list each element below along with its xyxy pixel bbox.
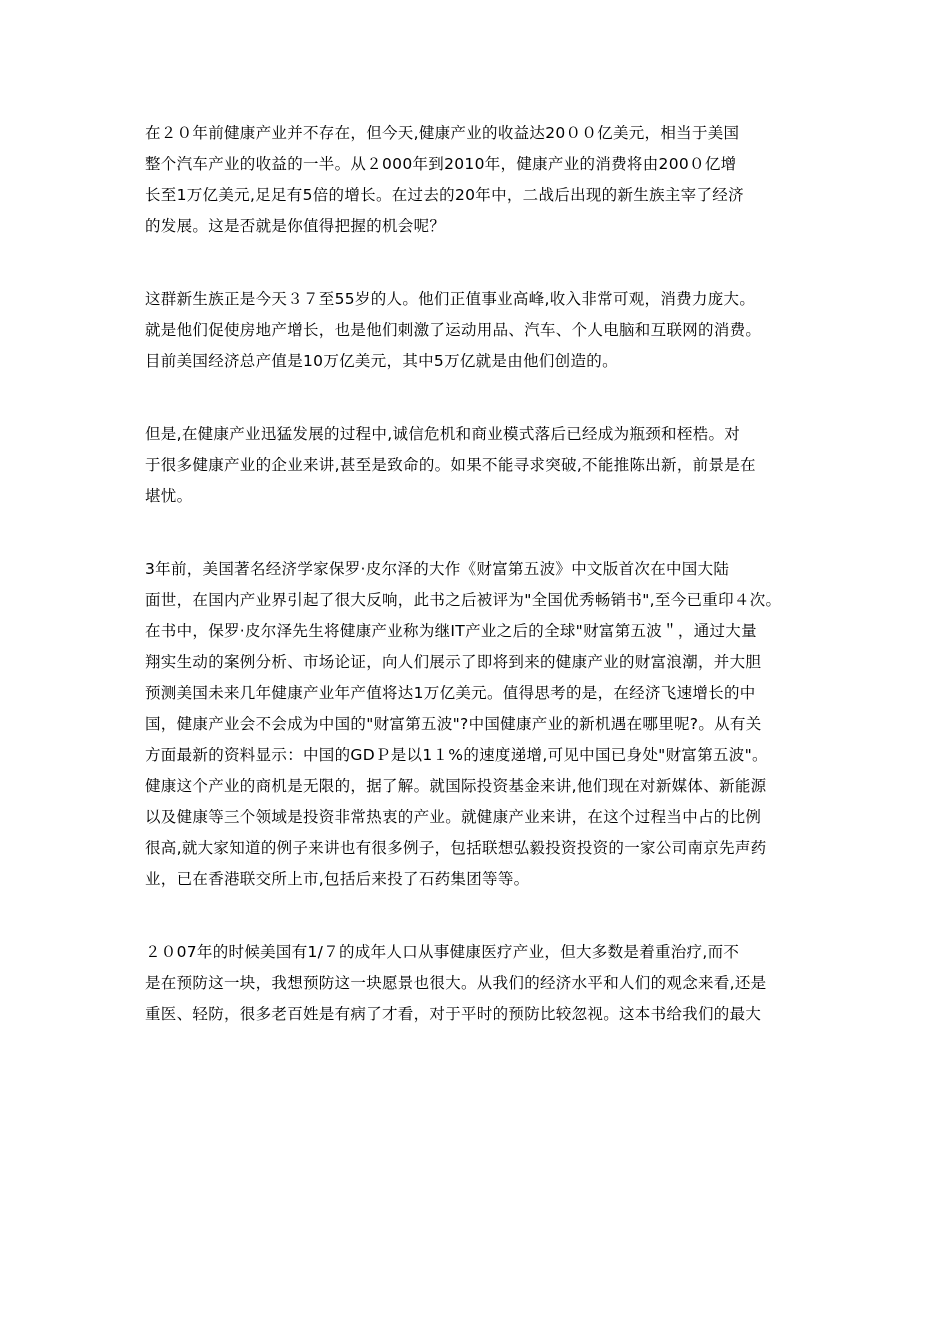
paragraph (145, 419, 810, 512)
text-line: 是在预防这一块，我想预防这一块愿景也很大。从我们的经济水平和人们的观念来看,还是 (145, 974, 767, 992)
text-line: 这群新生族正是今天３７至55岁的人。他们正值事业高峰,收入非常可观，消费力庞大。 (145, 290, 756, 308)
text-line: 整个汽车产业的收益的一半。从２000年到2010年，健康产业的消费将由200０亿增 (145, 155, 737, 173)
text-line: 但是,在健康产业迅猛发展的过程中,诚信危机和商业模式落后已经成为瓶颈和桎梏。对 (145, 425, 741, 443)
text-line: 以及健康等三个领域是投资非常热衷的产业。就健康产业来讲，在这个过程当中占的比例 (145, 808, 762, 826)
text-line: 方面最新的资料显示：中国的GDＰ是以1１%的速度递增,可见中国已身处"财富第五波"。 (145, 746, 768, 764)
text-line: 在２０年前健康产业并不存在，但今天,健康产业的收益达20００亿美元，相当于美国 (145, 124, 740, 142)
text-line: 的发展。这是否就是你值得把握的机会呢？ (145, 217, 446, 235)
text-line: 国，健康产业会不会成为中国的"财富第五波"?中国健康产业的新机遇在哪里呢?。从有关 (145, 715, 762, 733)
text-line: 就是他们促使房地产增长，也是他们刺激了运动用品、汽车、个人电脑和互联网的消费。 (145, 321, 762, 339)
text-line: 业，已在香港联交所上市,包括后来投了石药集团等等。 (145, 870, 530, 888)
text-line: 翔实生动的案例分析、市场论证，向人们展示了即将到来的健康产业的财富浪潮，并大胆 (145, 653, 762, 671)
text-line: 很高,就大家知道的例子来讲也有很多例子，包括联想弘毅投资投资的一家公司南京先声药 (145, 839, 767, 857)
text-line: 长至1万亿美元,足足有5倍的增长。在过去的20年中，二战后出现的新生族主宰了经济 (145, 186, 744, 204)
text-line: 3年前，美国著名经济学家保罗·皮尔泽的大作《财富第五波》中文版首次在中国大陆 (145, 560, 730, 578)
text-line: 面世，在国内产业界引起了很大反响，此书之后被评为"全国优秀畅销书",至今已重印４次。 (145, 591, 782, 609)
paragraph (145, 937, 810, 1030)
document-body (145, 118, 810, 1072)
text-line: 堪忧。 (145, 487, 193, 505)
text-line: ２０07年的时候美国有1/７的成年人口从事健康医疗产业，但大多数是着重治疗,而不 (145, 943, 740, 961)
text-line: 于很多健康产业的企业来讲,甚至是致命的。如果不能寻求突破,不能推陈出新，前景是在 (145, 456, 756, 474)
text-line: 重医、轻防，很多老百姓是有病了才看，对于平时的预防比较忽视。这本书给我们的最大 (145, 1005, 762, 1023)
text-line: 目前美国经济总产值是10万亿美元，其中5万亿就是由他们创造的。 (145, 352, 618, 370)
paragraph (145, 284, 810, 377)
paragraph (145, 554, 810, 895)
text-line: 在书中，保罗·皮尔泽先生将健康产业称为继IT产业之后的全球"财富第五波＂，通过大量 (145, 622, 757, 640)
paragraph (145, 118, 810, 242)
text-line: 预测美国未来几年健康产业年产值将达1万亿美元。值得思考的是，在经济飞速增长的中 (145, 684, 756, 702)
text-line: 健康这个产业的商机是无限的，据了解。就国际投资基金来讲,他们现在对新媒体、新能源 (145, 777, 767, 795)
